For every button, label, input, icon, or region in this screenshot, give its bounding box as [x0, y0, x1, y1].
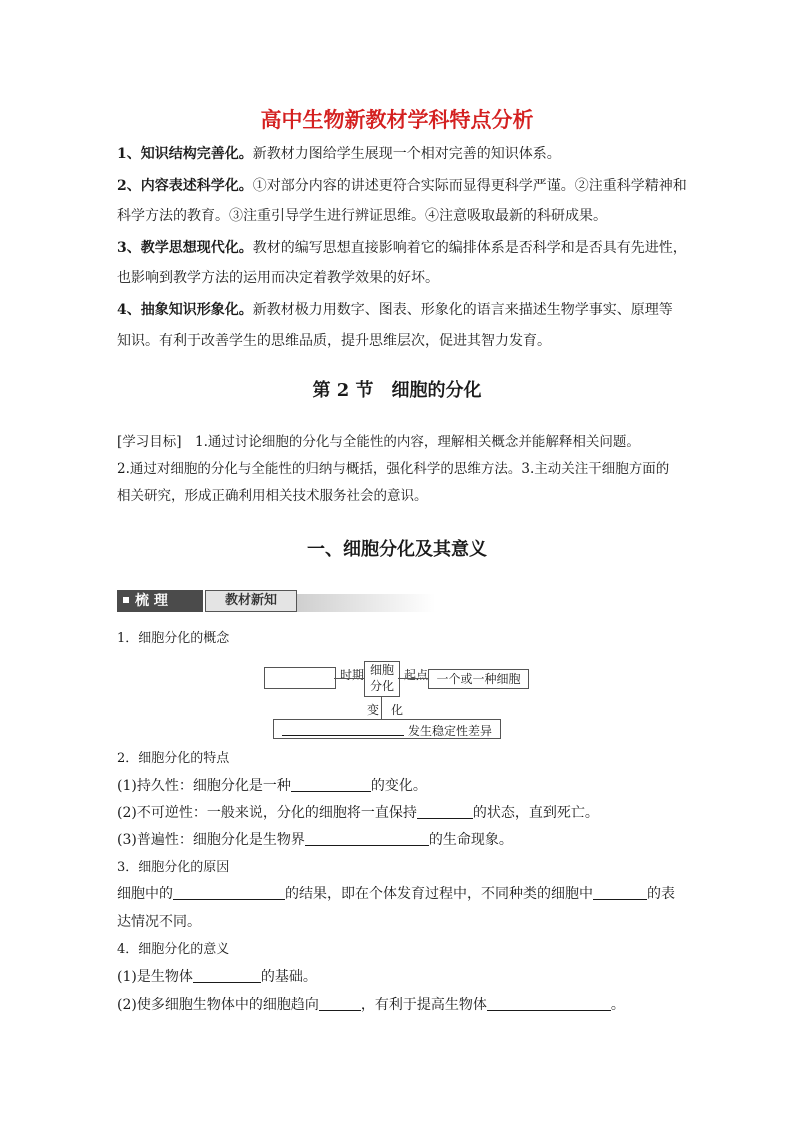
concept-heading: 1．细胞分化的概念 [117, 631, 230, 646]
significance-text: ，有利于提高生物体 [360, 997, 487, 1013]
fill-blank[interactable] [487, 996, 611, 1011]
intro-point-1 [117, 144, 561, 164]
feature-text: (3)普遍性：细胞分化是生物界 [117, 832, 305, 848]
sort-out-ribbon [117, 590, 435, 612]
bottom-box-text: 发生稳定性差异 [408, 724, 493, 738]
significance-item [117, 995, 625, 1015]
blank-box-period [264, 667, 336, 689]
intro-point-2 [117, 176, 687, 196]
cause-part: 细胞中的 [117, 886, 173, 902]
center-box [364, 661, 400, 697]
cause-text-cont: 达情况不同。 [117, 914, 201, 930]
intro-point-head: 3、教学思想现代化。 [117, 240, 253, 256]
feature-text: (1)持久性：细胞分化是一种 [117, 778, 291, 794]
learning-objectives-line: [学习目标] 1.通过讨论细胞的分化与全能性的内容，理解相关概念并能解释相关问题。 [117, 434, 640, 450]
center-box-line: 分化 [369, 679, 394, 693]
ribbon-dark-label: 梳 理 [135, 593, 168, 609]
label-change: 变 化 [367, 703, 404, 717]
significance-text: 的基础。 [260, 969, 317, 985]
feature-text: 的变化。 [370, 778, 427, 794]
fill-blank[interactable] [417, 804, 473, 819]
cause-part: 的表 [647, 886, 675, 902]
significance-text: 。 [610, 997, 625, 1013]
intro-point-3-cont: 也影响到教学方法的运用而决定着教学效果的好坏。 [117, 270, 439, 286]
bottom-box [273, 719, 501, 739]
feature-item [117, 830, 513, 850]
intro-point-4-cont: 知识。有利于改善学生的思维品质，提升思维层次，促进其智力发育。 [117, 333, 551, 349]
features-heading: 2．细胞分化的特点 [117, 751, 230, 766]
fill-blank[interactable] [319, 996, 361, 1011]
fill-blank[interactable] [291, 777, 371, 792]
center-box-line: 细胞 [369, 663, 394, 677]
learning-objectives-line: 相关研究，形成正确利用相关技术服务社会的意识。 [117, 488, 428, 504]
intro-point-text: 新教材力图给学生展现一个相对完善的知识体系。 [252, 146, 561, 162]
right-box: 一个或一种细胞 [428, 669, 529, 689]
feature-text: 的状态，直到死亡。 [472, 805, 599, 821]
intro-point-head: 4、抽象知识形象化。 [117, 302, 253, 318]
intro-point-3 [117, 238, 687, 258]
significance-item [117, 967, 317, 987]
subsection-title: 一、细胞分化及其意义 [307, 539, 487, 560]
square-bullet-icon [123, 597, 129, 603]
significance-text: (2)使多细胞生物体中的细胞趋向 [117, 997, 319, 1013]
intro-point-head: 2、内容表述科学化。 [117, 178, 253, 194]
connector-line [398, 678, 428, 679]
label-period: 时期 [340, 668, 365, 682]
fill-blank[interactable] [173, 885, 285, 900]
intro-point-text: ①对部分内容的讲述更符合实际而显得更科学严谨。②注重科学精神和 [252, 178, 687, 194]
intro-point-text: 教材的编写思想直接影响着它的编排体系是否科学和是否具有先进性， [252, 240, 687, 256]
feature-text: 的生命现象。 [428, 832, 513, 848]
cause-part: 的结果，即在个体发育过程中，不同种类的细胞中 [285, 886, 593, 902]
significance-heading: 4．细胞分化的意义 [117, 942, 230, 957]
page-title: 高中生物新教材学科特点分析 [260, 107, 534, 132]
intro-point-2-cont: 科学方法的教育。③注重引导学生进行辨证思维。④注意吸取最新的科研成果。 [117, 208, 607, 224]
cause-heading: 3．细胞分化的原因 [117, 860, 230, 875]
feature-text: (2)不可逆性：一般来说，分化的细胞将一直保持 [117, 805, 417, 821]
feature-item [117, 776, 427, 796]
cause-text [117, 884, 675, 904]
fill-blank[interactable] [193, 968, 261, 983]
intro-point-text: 新教材极力用数字、图表、形象化的语言来描述生物学事实、原理等 [252, 302, 673, 318]
feature-item [117, 803, 599, 823]
connector-line [334, 678, 364, 679]
fill-blank[interactable] [593, 885, 647, 900]
ribbon-fade [297, 594, 435, 612]
fill-blank[interactable] [305, 831, 429, 846]
intro-point-4 [117, 300, 673, 320]
section-title: 第 2 节 细胞的分化 [312, 380, 482, 401]
ribbon-light-tab: 教材新知 [205, 590, 297, 612]
significance-text: (1)是生物体 [117, 969, 193, 985]
label-start: 起点 [404, 668, 429, 682]
ribbon-dark-tab [117, 590, 203, 612]
intro-point-head: 1、知识结构完善化。 [117, 146, 253, 162]
learning-objectives-line: 2.通过对细胞的分化与全能性的归纳与概括，强化科学的思维方法。3.主动关注干细胞方面的 [117, 461, 670, 477]
fill-blank[interactable] [282, 721, 404, 736]
